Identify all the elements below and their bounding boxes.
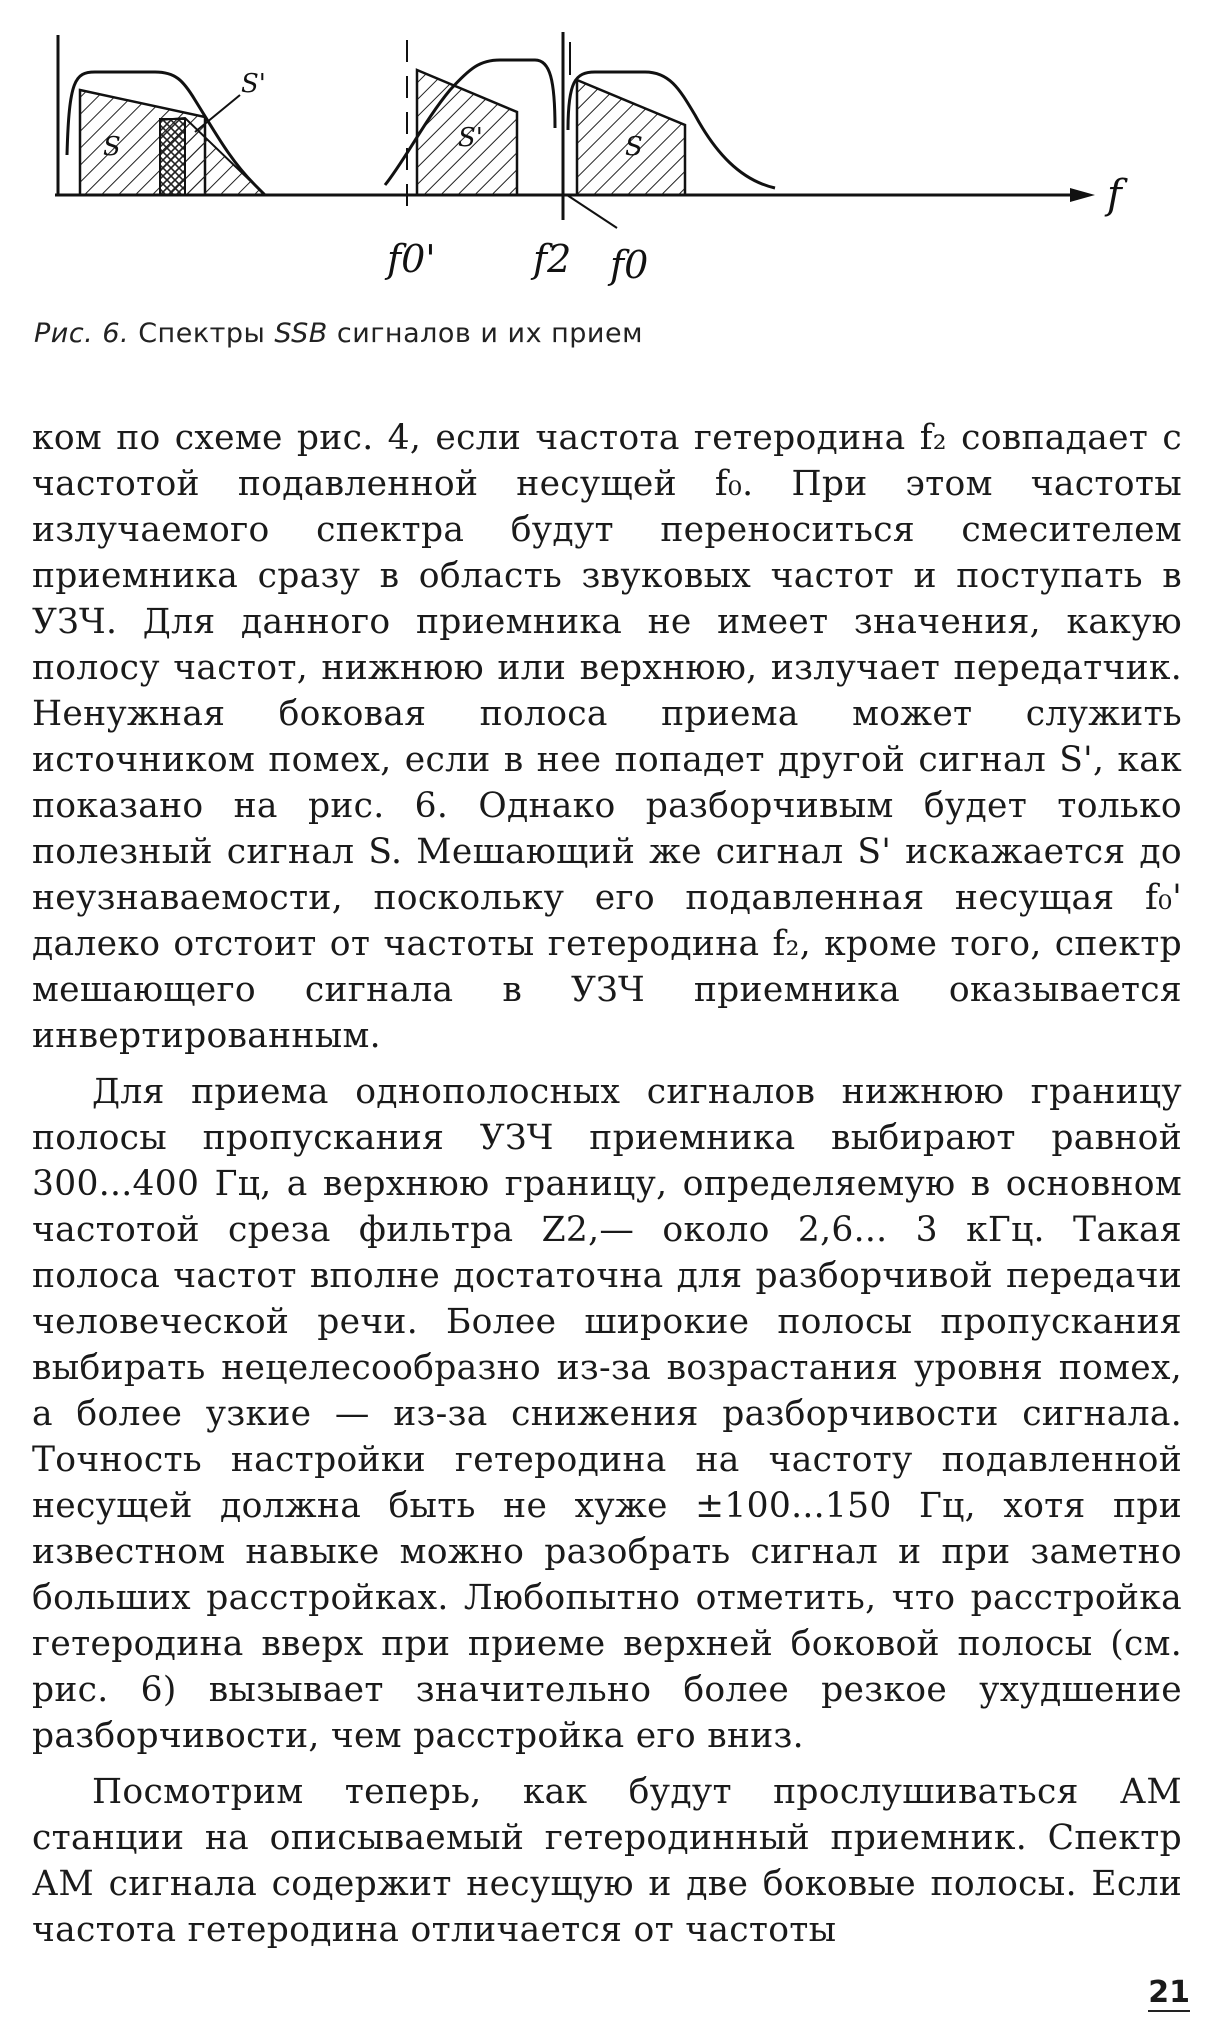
- paragraph-1: ком по схеме рис. 4, если частота гетеродина f₂ совпадает с частотой подавленной несущей f₀. При этом частоты излучаемого спектра будут переноситься смесителем приемника сразу в область звуковых частот и поступать в УЗЧ. Для данного приемника не имеет значения, какую полосу частот, нижнюю или верхнюю, излучает передатчик. Ненужная боковая полоса приема может служить источником помех, если в нее попадет другой сигнал S', как показано на рис. 6. Однако разборчивым будет только полезный сигнал S. Мешающий же сигнал S' искажается до неузнаваемости, поскольку его подавленная несущая f₀' далеко отстоит от частоты гетеродина f₂, кроме того, спектр мешающего сигнала в УЗЧ приемника оказывается инвертированным.: [32, 418, 1182, 1056]
- label-s-left: S: [103, 132, 121, 162]
- overlap-region: [160, 119, 185, 195]
- body-text: [32, 415, 1182, 1953]
- caption-text-before: Спектры: [138, 318, 266, 349]
- caption-prefix: Рис. 6.: [34, 318, 130, 349]
- label-s-prime-mid: S': [458, 123, 483, 153]
- f0-pointer: [567, 195, 617, 228]
- spectrum-figure: [55, 20, 1175, 310]
- label-f2: f2: [533, 237, 572, 281]
- paragraph-3: Посмотрим теперь, как будут прослушиваться АМ станции на описываемый гетеродинный приемник. Спектр АМ сигнала содержит несущую и две боковые полосы. Если частота гетеродина отличается от частоты: [32, 1772, 1182, 1950]
- label-f0-prime: f0': [387, 237, 436, 281]
- label-f0: f0: [610, 243, 649, 287]
- figure-caption: [34, 318, 643, 349]
- caption-text-after: сигналов и их прием: [336, 318, 643, 349]
- spectrum-diagram: [55, 20, 1175, 310]
- label-f-axis: f: [1107, 172, 1122, 218]
- axis-arrow-icon: [1070, 188, 1095, 202]
- label-s-prime-left: S': [241, 69, 266, 99]
- page-number: 21: [1148, 1975, 1190, 2010]
- paragraph-2: Для приема однополосных сигналов нижнюю границу полосы пропускания УЗЧ приемника выбирают равной 300...400 Гц, а верхнюю границу, определяемую в основном частотой среза фильтра Z2,— около 2,6... 3 кГц. Такая полоса частот вполне достаточна для разборчивой передачи человеческой речи. Более широкие полосы пропускания выбирать нецелесообразно из-за возрастания уровня помех, а более узкие — из-за снижения разборчивости сигнала. Точность настройки гетеродина на частоту подавленной несущей должна быть не хуже ±100...150 Гц, хотя при известном навыке можно разобрать сигнал и при заметно больших расстройках. Любопытно отметить, что расстройка гетеродина вверх при приеме верхней боковой полосы (см. рис. 6) вызывает значительно более резкое ухудшение разборчивости, чем расстройка его вниз.: [32, 1072, 1182, 1756]
- label-s-right: S: [625, 132, 643, 162]
- caption-ssb: SSB: [274, 318, 328, 349]
